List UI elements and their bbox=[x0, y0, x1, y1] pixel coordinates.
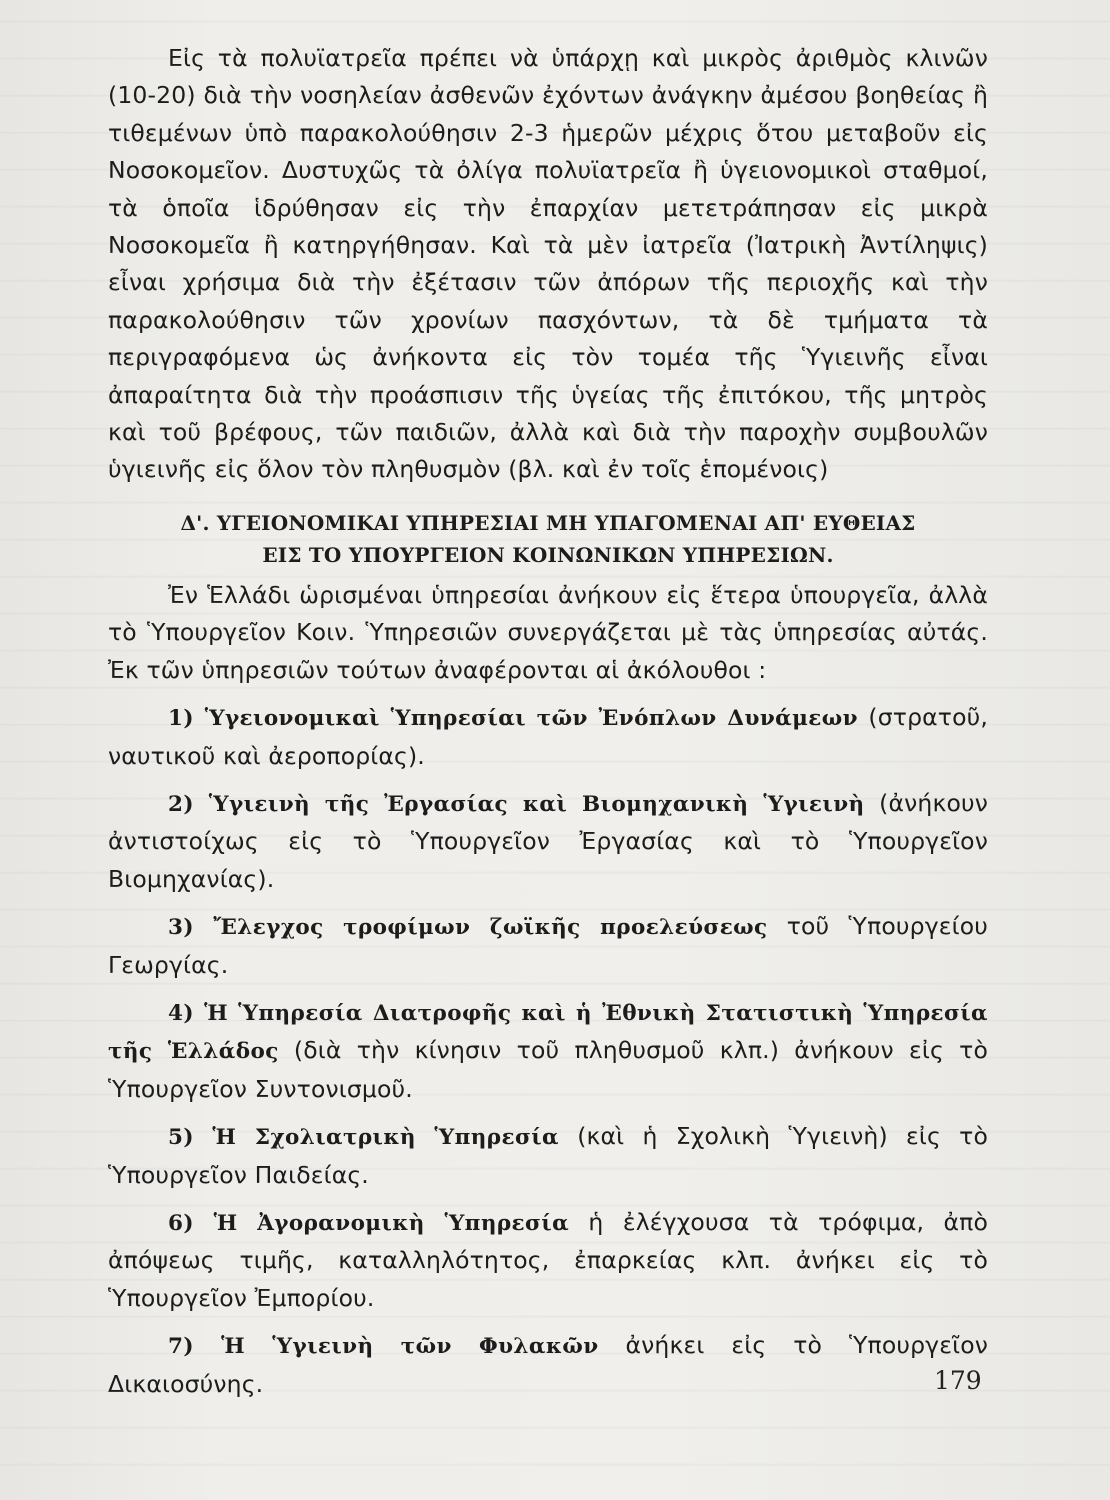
list-item bbox=[108, 1327, 988, 1403]
intro-paragraph: Εἰς τὰ πολυϊατρεῖα πρέπει νὰ ὑπάρχῃ καὶ μικρὸς ἀριθμὸς κλινῶν (10-20) διὰ τὴν νοσηλείαν ἀσθενῶν ἐχόντων ἀνάγκην ἀμέσου βοηθείας ἢ τιθεμένων ὑπὸ παρακολούθησιν 2-3 ἡμερῶν μέχρις ὅτου μεταβοῦν εἰς Νοσοκομεῖον. Δυστυχῶς τὰ ὀλίγα πολυϊατρεῖα ἢ ὑγειονομικοὶ σταθμοί, τὰ ὁποῖα ἱδρύθησαν εἰς τὴν ἐπαρχίαν μετετράπησαν εἰς μικρὰ Νοσοκομεῖα ἢ κατηργήθησαν. Καὶ τὰ μὲν ἰατρεῖα (Ἰατρικὴ Ἀντίληψις) εἶναι χρήσιμα διὰ τὴν ἐξέτασιν τῶν ἀπόρων τῆς περιοχῆς καὶ τὴν παρακολούθησιν τῶν χρονίων πασχόντων, τὰ δὲ τμήματα τὰ περιγραφόμενα ὡς ἀνήκοντα εἰς τὸν τομέα τῆς Ὑγιεινῆς εἶναι ἀπαραίτητα διὰ τὴν προάσπισιν τῆς ὑγείας τῆς ἐπιτόκου, τῆς μητρὸς καὶ τοῦ βρέφους, τῶν παιδιῶν, ἀλλὰ καὶ διὰ τὴν παροχὴν συμβουλῶν ὑγιεινῆς εἰς ὅλον τὸν πληθυσμὸν (βλ. καὶ ἐν τοῖς ἑπομένοις) bbox=[108, 44, 988, 484]
section-heading bbox=[108, 507, 988, 571]
list-item-text: (διὰ τὴν κίνησιν τοῦ πληθυσμοῦ κλπ.) ἀνήκουν εἰς τὸ Ὑπουργεῖον Συντονισμοῦ. bbox=[108, 1036, 988, 1103]
list-item bbox=[108, 785, 988, 898]
section-heading-line-2: ΕΙΣ ΤΟ ΥΠΟΥΡΓΕΙΟΝ ΚΟΙΝΩΝΙΚΩΝ ΥΠΗΡΕΣΙΩΝ. bbox=[262, 542, 834, 567]
list-item bbox=[108, 994, 988, 1108]
list-item-text: (καὶ ἡ Σχολικὴ Ὑγιεινὴ) εἰς τὸ Ὑπουργεῖον Παιδείας. bbox=[108, 1122, 988, 1189]
page-number: 179 bbox=[934, 1366, 982, 1395]
list-item bbox=[108, 908, 988, 984]
list-item-title: 1) Ὑγειονομικαὶ Ὑπηρεσίαι τῶν Ἐνόπλων Δυνάμεων bbox=[168, 706, 858, 732]
list-item-title: 4) Ἡ Ὑπηρεσία Διατροφῆς καὶ ἡ Ἐθνικὴ Στατιστικὴ Ὑπηρεσία τῆς Ἑλλάδος bbox=[108, 1000, 988, 1065]
list-item bbox=[108, 699, 988, 775]
section-intro-paragraph: Ἐν Ἑλλάδι ὡρισμέναι ὑπηρεσίαι ἀνήκουν εἰς ἕτερα ὑπουργεῖα, ἀλλὰ τὸ Ὑπουργεῖον Κοιν. Ὑπηρεσιῶν συνεργάζεται μὲ τὰς ὑπηρεσίας αὐτάς. Ἐκ τῶν ὑπηρεσιῶν τούτων ἀναφέρονται αἱ ἀκόλουθοι : bbox=[108, 580, 988, 684]
list-item-title: 2) Ὑγιεινὴ τῆς Ἐργασίας καὶ Βιομηχανικὴ Ὑγιεινὴ bbox=[168, 791, 865, 817]
list-item bbox=[108, 1118, 988, 1194]
list-item-text: ἡ ἐλέγχουσα τὰ τρόφιμα, ἀπὸ ἀπόψεως τιμῆς, καταλληλότητος, ἐπαρκείας κλπ. ἀνήκει εἰς τὸ Ὑπουργεῖον Ἐμπορίου. bbox=[108, 1207, 988, 1312]
list-item-text: (στρατοῦ, ναυτικοῦ καὶ ἀεροπορίας). bbox=[108, 703, 988, 770]
list-item bbox=[108, 1204, 988, 1317]
list-item-text: (ἀνήκουν ἀντιστοίχως εἰς τὸ Ὑπουργεῖον Ἐργασίας καὶ τὸ Ὑπουργεῖον Βιομηχανίας). bbox=[108, 788, 988, 893]
list-item-title: 6) Ἡ Ἀγορανομικὴ Ὑπηρεσία bbox=[168, 1210, 570, 1236]
section-heading-line-1: Δ'. ΥΓΕΙΟΝΟΜΙΚΑΙ ΥΠΗΡΕΣΙΑΙ ΜΗ ΥΠΑΓΟΜΕΝΑΙ ΑΠ' ΕΥΘΕΙΑΣ bbox=[180, 510, 916, 535]
list-item-title: 3) Ἔλεγχος τροφίμων ζωϊκῆς προελεύσεως bbox=[168, 915, 768, 941]
list-item-text: τοῦ Ὑπουργείου Γεωργίας. bbox=[108, 912, 988, 979]
list-item-text: ἀνήκει εἰς τὸ Ὑπουργεῖον Δικαιοσύνης. bbox=[108, 1331, 988, 1398]
list-item-title: 7) Ἡ Ὑγιεινὴ τῶν Φυλακῶν bbox=[168, 1334, 599, 1360]
page-text bbox=[108, 40, 988, 1403]
list-item-title: 5) Ἡ Σχολιατρικὴ Ὑπηρεσία bbox=[168, 1125, 559, 1151]
